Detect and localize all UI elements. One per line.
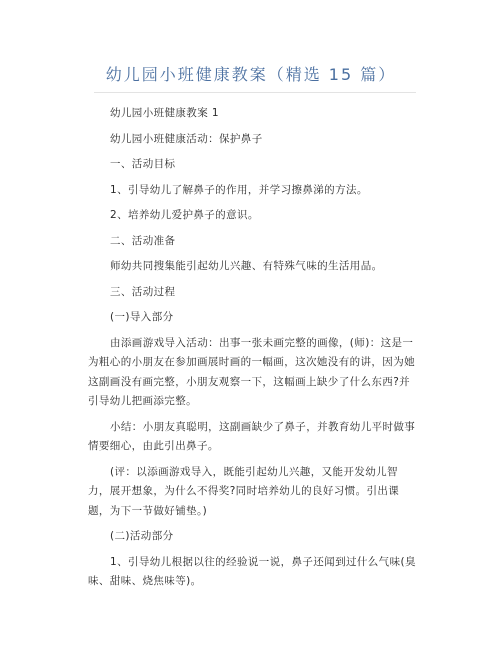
activity-title: 幼儿园小班健康活动：保护鼻子 xyxy=(110,132,263,145)
activity-step: 1、引导幼儿根据以往的经验说一说，鼻子还闻到过什么气味(臭味、甜味、烧焦味等)。 xyxy=(88,555,416,587)
goal-item: 1、引导幼儿了解鼻子的作用，并学习擦鼻涕的方法。 xyxy=(110,183,368,196)
summary-paragraph: 小结：小朋友真聪明，这副画缺少了鼻子，并教育幼儿平时做事情要细心，由此引出鼻子。 xyxy=(88,420,416,452)
preparation-text: 师幼共同搜集能引起幼儿兴趣、有特殊气味的生活用品。 xyxy=(110,260,383,272)
subsection-heading-activity: (二)活动部分 xyxy=(110,530,174,542)
lesson-heading: 幼儿园小班健康教案 1 xyxy=(110,107,219,119)
intro-paragraph: 由添画游戏导入活动：出事一张未画完整的画像，(师)：这是一为粗心的小朋友在参加画展时画的一幅画，这次她没有的讲，因为她这副画没有画完整，小朋友观察一下，这幅画上缺少了什么东西?并引导幼儿把画添完整。 xyxy=(88,336,415,407)
section-heading-process: 三、活动过程 xyxy=(110,285,176,298)
comment-paragraph: (评：以添画游戏导入，既能引起幼儿兴趣，又能开发幼儿智力，展开想象，为什么不得奖?同时培养幼儿的良好习惯。引出课题，为下一节做好铺垫。) xyxy=(88,465,400,517)
section-heading-preparation: 二、活动准备 xyxy=(110,234,176,247)
document-title: 幼儿园小班健康教案（精选 15 篇） xyxy=(105,65,397,84)
subsection-heading-intro: (一)导入部分 xyxy=(110,311,174,323)
goal-item: 2、培养幼儿爱护鼻子的意识。 xyxy=(110,209,259,221)
document-body xyxy=(88,104,418,598)
title-divider xyxy=(94,92,416,93)
section-heading-goals: 一、活动目标 xyxy=(110,158,176,170)
